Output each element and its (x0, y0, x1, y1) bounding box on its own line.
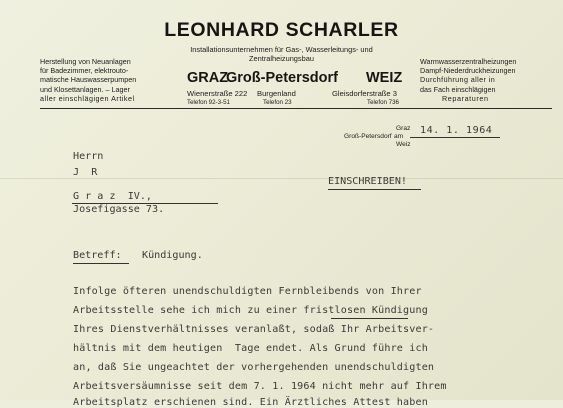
company-name: LEONHARD SCHARLER (164, 19, 399, 41)
registered-mail-underline (328, 189, 421, 190)
recipient-street: Josefigasse 73. (73, 204, 165, 215)
date-place-am: am (394, 133, 404, 140)
location-street-weiz: Gleisdorferstraße 3 (332, 89, 397, 98)
services-left-line: aller einschlägigen Artikel (40, 93, 135, 103)
date-underline (410, 137, 500, 138)
body-line: Arbeitsstelle sehe ich mich zu einer fristlosen Kündigung (73, 305, 428, 316)
location-street-graz: Wienerstraße 222 (187, 89, 248, 98)
subject-label-underline (73, 263, 129, 264)
date-place-weiz: Weiz (396, 141, 411, 148)
location-phone-weiz: Telefon 736 (367, 99, 399, 106)
letter-date: 14. 1. 1964 (420, 125, 493, 136)
subject-label: Betreff: (73, 250, 122, 261)
body-line: hältnis mit dem heutigen Tage endet. Als Grund führe ich (73, 343, 428, 354)
services-right-line: Warmwasserzentralheizungen (420, 57, 517, 66)
location-city-gross-petersdorf: Groß-Petersdorf (226, 70, 338, 86)
body-line: Arbeitsversäumnisse seit dem 7. 1. 1964 nicht mehr auf Ihrem (73, 381, 447, 392)
company-subtitle-line-1: Installationsunternehmen für Gas-, Wasserleitungs- und (190, 45, 373, 54)
services-left-line: Herstellung von Neuanlagen (40, 57, 131, 66)
services-left (40, 57, 185, 103)
recipient-city: G r a z IV., (73, 191, 153, 202)
services-left-line: für Badezimmer, elektrouto- (40, 66, 129, 76)
location-city-weiz: WEIZ (366, 70, 403, 86)
date-place-gross-petersdorf: Groß-Petersdorf (344, 133, 392, 140)
body-line: Arbeitsplatz erschienen sind. Ein Ärztliches Attest haben (73, 397, 428, 408)
recipient-name: J R (73, 167, 98, 178)
recipient-salutation: Herrn (73, 151, 104, 162)
location-phone-graz: Telefon 92-3-51 (187, 99, 230, 106)
body-line: Infolge öfteren unendschuldigten Fernbleibends von Ihrer (73, 286, 422, 297)
location-phone-gross-petersdorf: Telefon 23 (263, 99, 292, 106)
services-left-line: matische Hauswasserpumpen (40, 75, 137, 85)
fristlosen-underline (331, 318, 408, 319)
services-right-line: das Fach einschlägigen (420, 84, 496, 94)
paper-fold (0, 178, 563, 179)
subject-text: Kündigung. (142, 250, 203, 261)
location-city-graz: GRAZ (187, 70, 229, 86)
services-right-line: Durchführung aller in (420, 75, 496, 85)
services-right-line: Reparaturen (442, 93, 489, 103)
services-right (420, 57, 552, 103)
date-place-graz: Graz (396, 125, 411, 132)
location-region-gross-petersdorf: Burgenland (257, 89, 296, 98)
body-line: Ihres Dienstverhältnisses veranlaßt, sodaß Ihr Arbeitsver- (73, 324, 435, 335)
letterhead-divider (40, 108, 552, 109)
services-right-line: Dampf-Niederdruckheizungen (420, 66, 516, 76)
company-subtitle-line-2: Zentralheizungsbau (249, 54, 314, 63)
body-line: an, daß Sie ungeachtet der vorhergehenden unendschuldigten (73, 362, 435, 373)
services-left-line: und Klosettanlagen. – Lager (40, 84, 130, 94)
registered-mail-notice: EINSCHREIBEN! (328, 176, 408, 187)
